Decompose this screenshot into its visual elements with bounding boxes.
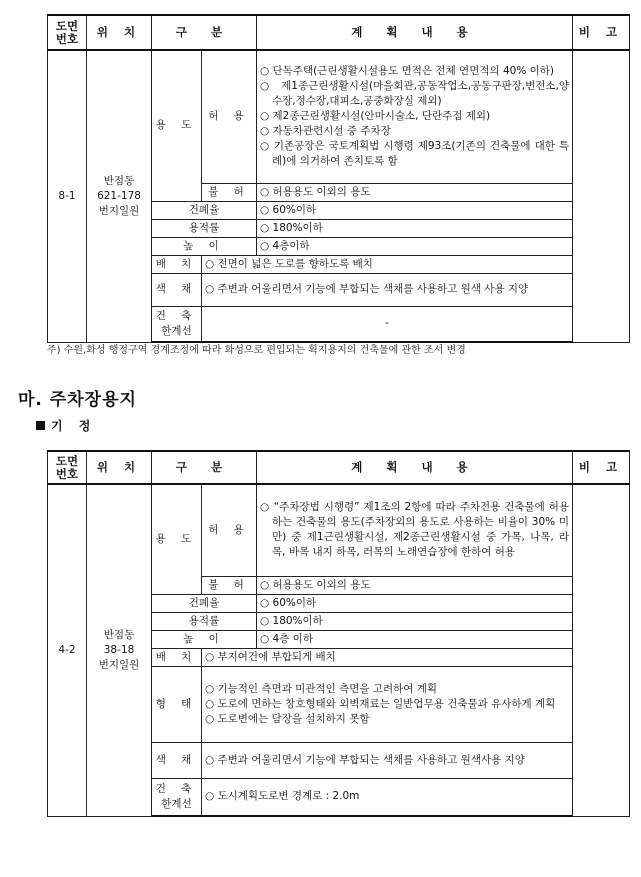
permit-list <box>260 63 569 170</box>
far-content <box>257 219 573 237</box>
section-title: 마. 주차장용지 <box>18 390 137 410</box>
building-line-label: 건 축 한계선 <box>152 778 202 816</box>
list-item: ○ 주변과 어울리면서 기능에 부합되는 색채를 사용하고 원색사용 지양 <box>205 753 569 768</box>
coverage-content <box>257 201 573 219</box>
header-category: 구 분 <box>152 15 257 50</box>
header-plan-content: 계 획 내 용 <box>257 451 573 484</box>
list-item: ○ 180%이하 <box>260 614 569 629</box>
list-item: ○ 전면이 넓은 도로를 향하도록 배치 <box>205 257 569 272</box>
header-remarks: 비 고 <box>573 451 630 484</box>
list-item: ○ 60%이하 <box>260 203 569 218</box>
location-cell: 반점동 621-178 번지일원 <box>87 50 152 342</box>
drawing-no-cell: 4-2 <box>48 484 87 816</box>
permit-content <box>257 50 573 183</box>
header-drawing-no: 도면 번호 <box>48 15 87 50</box>
layout-content <box>202 255 573 273</box>
header-plan-content: 계 획 내 용 <box>257 15 573 50</box>
building-line-content <box>202 778 573 816</box>
list-item: ○ 허용용도 이외의 용도 <box>260 185 569 200</box>
header-category: 구 분 <box>152 451 257 484</box>
list-item: ○ 4층이하 <box>260 239 569 254</box>
list-item: ○ 도시계획도로변 경계로 : 2.0m <box>205 789 569 804</box>
header-location: 위 치 <box>87 15 152 50</box>
use-label: 용 도 <box>152 484 202 594</box>
list-item: ○ 자동차관련시설 중 주차장 <box>260 124 569 139</box>
list-item: ○ 180%이하 <box>260 221 569 236</box>
header-drawing-no: 도면 번호 <box>48 451 87 484</box>
remarks-cell <box>573 484 630 816</box>
far-content <box>257 612 573 630</box>
height-content <box>257 237 573 255</box>
header-remarks: 비 고 <box>573 15 630 50</box>
coverage-label: 건폐율 <box>152 594 257 612</box>
list-item: ○ 60%이하 <box>260 596 569 611</box>
list-item: ○ “주차장법 시행령” 제1조의 2항에 따라 주차전용 건축물에 허용하는 건축물의 용도(주차장외의 용도로 사용하는 비율이 30% 미만) 중 제1근린생활시설, 제2종근린생활시설 중 가목, 나목, 라목, 바목 내지 하목, 러목의 노래연습장에 한하여 허용 <box>260 500 569 560</box>
height-label: 높 이 <box>152 630 257 648</box>
form-label: 형 태 <box>152 666 202 742</box>
plan-table-1 <box>47 14 630 343</box>
header-location: 위 치 <box>87 451 152 484</box>
height-label: 높 이 <box>152 237 257 255</box>
list-item: ○ 기능적인 측면과 미관적인 측면을 고려하여 계획 <box>205 682 569 697</box>
far-label: 용적률 <box>152 612 257 630</box>
location-cell: 반점동 38-18 번지일원 <box>87 484 152 816</box>
list-item: ○ 기존공장은 국토계획법 시행령 제93조(기존의 건축물에 대한 특례)에 의거하여 존치토록 함 <box>260 139 569 169</box>
permit-list <box>260 499 569 561</box>
list-item: ○ 제1종근린생활시설(마을회관,공동작업소,공동구판장,변전소,양수장,정수장,대피소,공중화장실 제외) <box>260 79 569 109</box>
form-list <box>205 681 569 728</box>
coverage-label: 건폐율 <box>152 201 257 219</box>
deny-label: 불 허 <box>202 183 257 201</box>
list-item: ○ 도로변에는 담장을 설치하지 못함 <box>205 712 569 727</box>
list-item: ○ 허용용도 이외의 용도 <box>260 578 569 593</box>
permit-label: 허 용 <box>202 50 257 183</box>
square-bullet-icon <box>36 421 45 430</box>
permit-content <box>257 484 573 576</box>
color-content <box>202 273 573 306</box>
form-content <box>202 666 573 742</box>
permit-label: 허 용 <box>202 484 257 576</box>
deny-label: 불 허 <box>202 576 257 594</box>
list-item: ○ 도로에 면하는 창호형태와 외벽재료는 일반업무용 건축물과 유사하게 계획 <box>205 697 569 712</box>
list-item: ○ 4층 이하 <box>260 632 569 647</box>
table-note: 주) 수원,화성 행정구역 경계조정에 따라 화성으로 편입되는 획지용지의 건축물에 관한 조서 변경 <box>47 345 466 356</box>
color-label: 색 채 <box>152 273 202 306</box>
far-label: 용적률 <box>152 219 257 237</box>
list-item: ○ 제2종근린생활시설(안마시술소, 단란주점 제외) <box>260 109 569 124</box>
remarks-cell <box>573 50 630 342</box>
color-label: 색 채 <box>152 742 202 778</box>
use-label: 용 도 <box>152 50 202 201</box>
layout-label: 배 치 <box>152 648 202 666</box>
deny-content <box>257 576 573 594</box>
list-item: ○ 단독주택(근린생활시설용도 면적은 전체 연면적의 40% 이하) <box>260 64 569 79</box>
coverage-content <box>257 594 573 612</box>
deny-content <box>257 183 573 201</box>
color-content <box>202 742 573 778</box>
height-content <box>257 630 573 648</box>
plan-table-2 <box>47 450 630 817</box>
building-line-label: 건 축 한계선 <box>152 306 202 342</box>
building-line-content: - <box>202 306 573 342</box>
layout-content <box>202 648 573 666</box>
list-item: ○ 주변과 어울리면서 기능에 부합되는 색채를 사용하고 원색 사용 지양 <box>205 282 569 297</box>
layout-label: 배 치 <box>152 255 202 273</box>
drawing-no-cell: 8-1 <box>48 50 87 342</box>
list-item: ○ 부지여건에 부합되게 배치 <box>205 650 569 665</box>
sub-title: 기 정 <box>36 417 96 434</box>
